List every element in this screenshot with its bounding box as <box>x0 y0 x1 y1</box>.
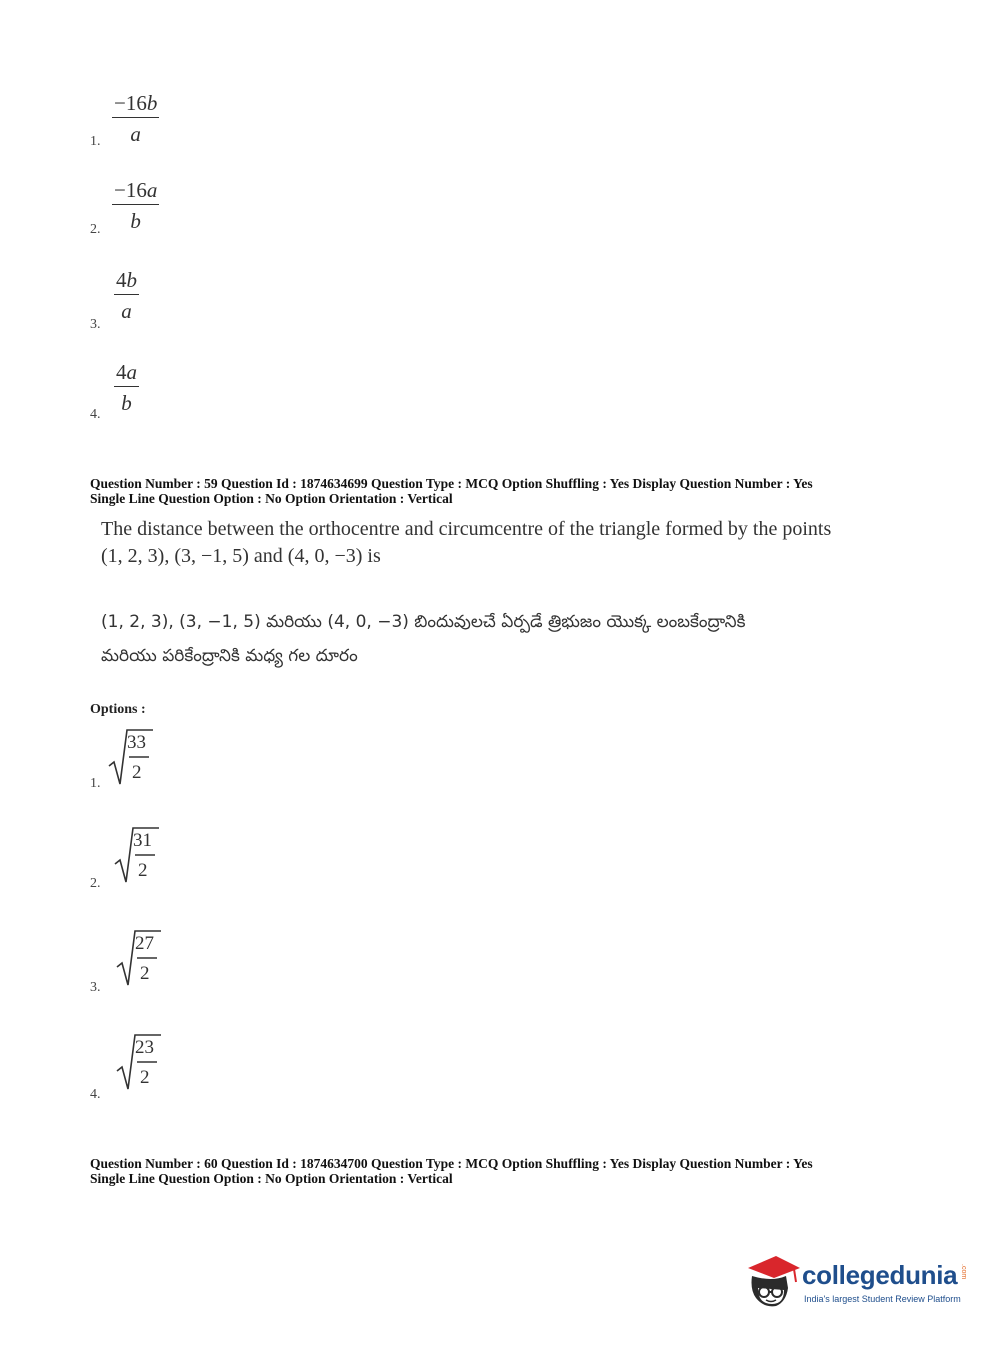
fraction-numerator: −16b <box>112 93 159 118</box>
radicand-numerator: 31 <box>133 830 152 851</box>
question-60-meta-line-1: Question Number : 60 Question Id : 1874634700 Question Type : MCQ Option Shuffling : Yes Display Question Number : Yes <box>90 1156 813 1171</box>
question-59-meta-line-2: Single Line Question Option : No Option Orientation : Vertical <box>90 491 453 506</box>
fraction <box>114 270 139 322</box>
radicand-denominator: 2 <box>140 1067 150 1088</box>
question-59-telugu-line-2: మరియు పరికేంద్రానికి మధ్య గల దూరం <box>101 646 358 666</box>
radicand-numerator: 23 <box>135 1037 154 1058</box>
option-number: 3. <box>90 980 101 995</box>
fraction-denominator: b <box>130 209 141 233</box>
question-60-meta-line-2: Single Line Question Option : No Option Orientation : Vertical <box>90 1171 453 1186</box>
square-root-expression <box>107 726 157 788</box>
option-number: 2. <box>90 876 101 891</box>
option-number: 3. <box>90 317 101 332</box>
square-root-expression <box>113 824 163 886</box>
option-number: 1. <box>90 134 101 149</box>
logo-brand-text: collegedunia <box>802 1260 958 1290</box>
square-root-expression <box>115 927 165 989</box>
radicand-denominator: 2 <box>140 963 150 984</box>
question-59-text-line-2: (1, 2, 3), (3, −1, 5) and (4, 0, −3) is <box>101 545 381 567</box>
option-number: 1. <box>90 776 101 791</box>
option-number: 2. <box>90 222 101 237</box>
fraction-denominator: a <box>130 122 141 146</box>
fraction-denominator: a <box>121 299 132 323</box>
radicand-numerator: 33 <box>127 732 146 753</box>
fraction <box>114 362 139 414</box>
fraction <box>112 180 159 232</box>
question-59-meta-line-1: Question Number : 59 Question Id : 1874634699 Question Type : MCQ Option Shuffling : Yes Display Question Number : Yes <box>90 476 813 491</box>
logo-com-text: .com <box>960 1264 967 1280</box>
radicand-denominator: 2 <box>132 762 142 783</box>
square-root-expression <box>115 1031 165 1093</box>
option-number: 4. <box>90 407 101 422</box>
options-label: Options : <box>90 702 146 717</box>
question-59-telugu-line-1: (1, 2, 3), (3, −1, 5) మరియు (4, 0, −3) బిందువులచే ఏర్పడే త్రిభుజం యొక్క లంబకేంద్రానికి <box>101 612 746 632</box>
collegedunia-logo <box>742 1252 972 1312</box>
student-mascot-icon <box>742 1252 802 1312</box>
fraction-denominator: b <box>121 391 132 415</box>
option-number: 4. <box>90 1087 101 1102</box>
fraction-numerator: 4a <box>114 362 139 387</box>
fraction-numerator: −16a <box>112 180 159 205</box>
logo-tagline: India's largest Student Review Platform <box>804 1294 961 1304</box>
question-59-text-line-1: The distance between the orthocentre and circumcentre of the triangle formed by the points <box>101 518 832 540</box>
fraction <box>112 93 159 145</box>
radicand-numerator: 27 <box>135 933 154 954</box>
fraction-numerator: 4b <box>114 270 139 295</box>
radicand-denominator: 2 <box>138 860 148 881</box>
